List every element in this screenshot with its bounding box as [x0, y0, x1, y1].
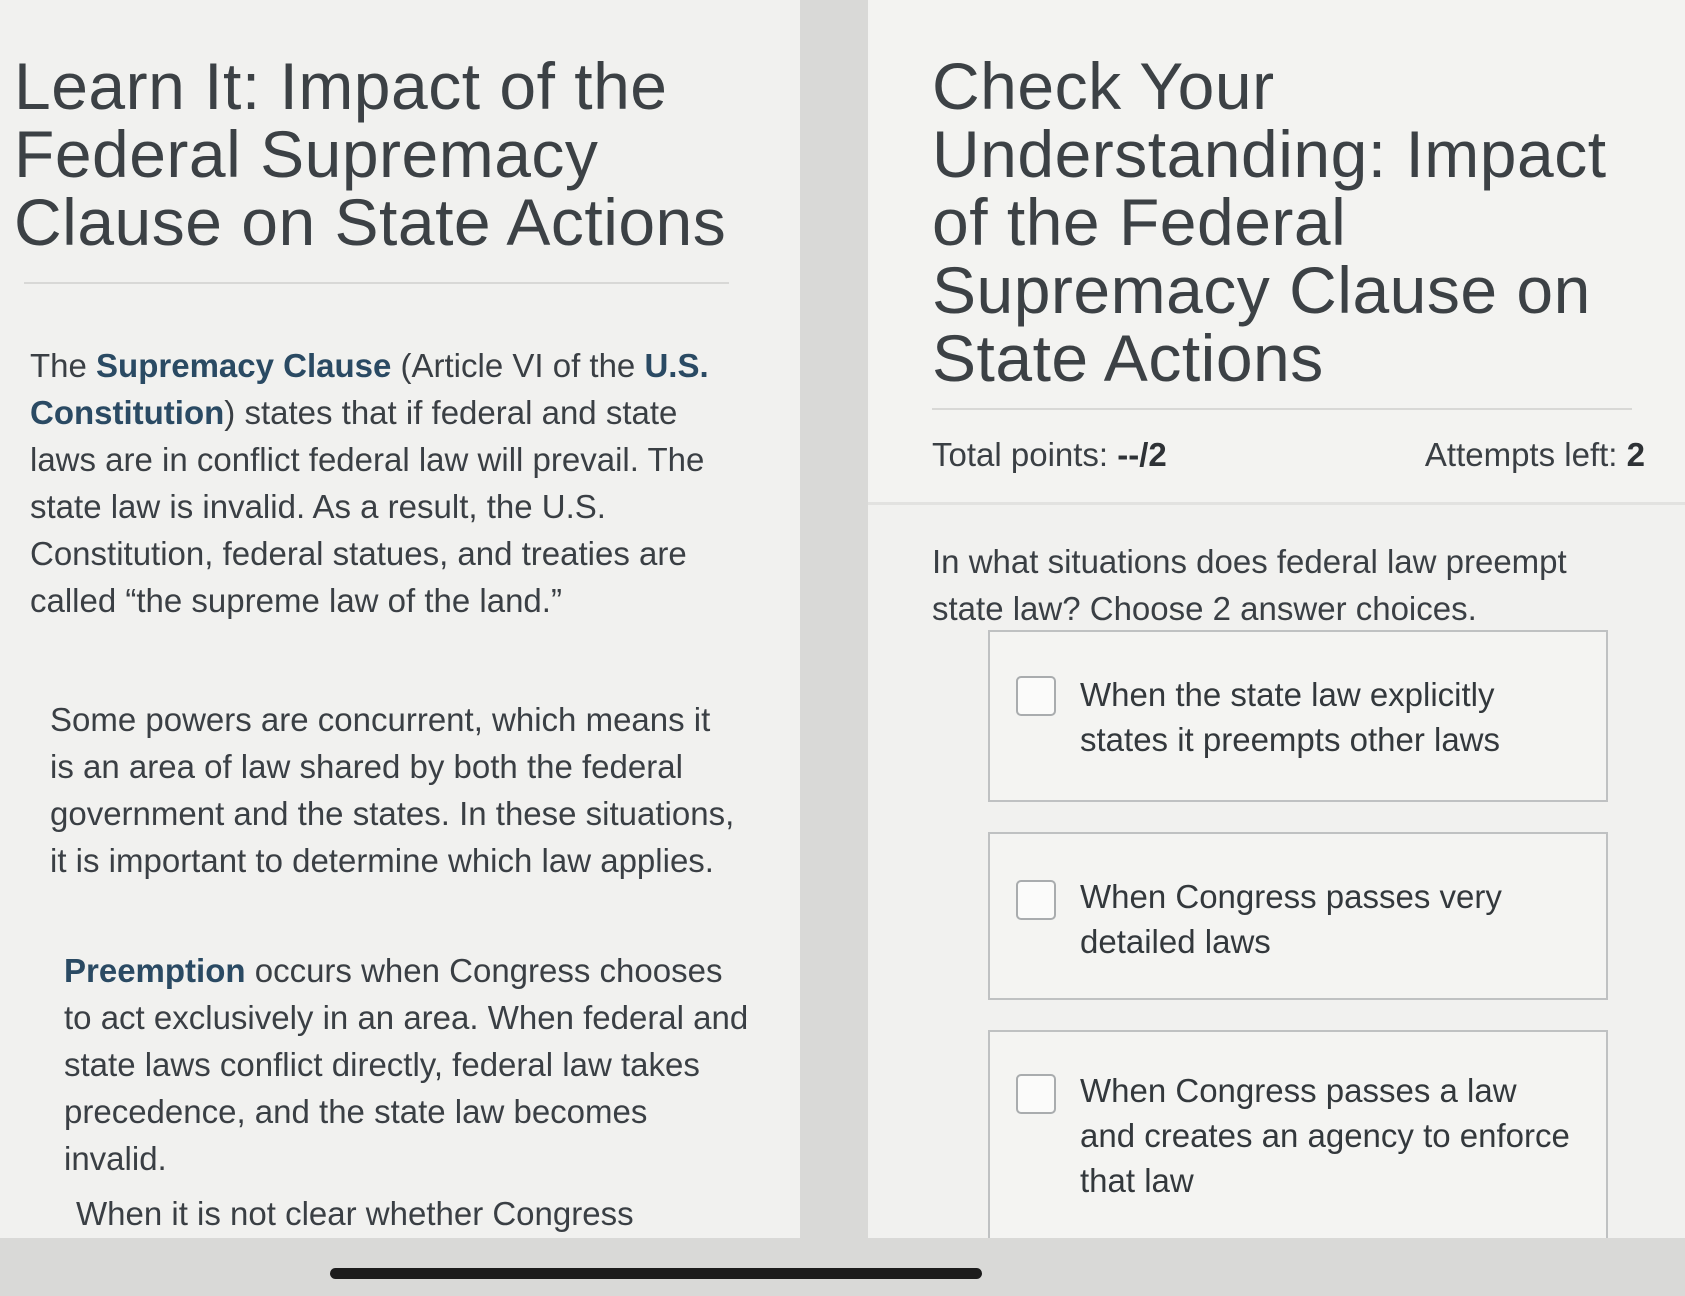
checkbox-icon[interactable] — [1016, 880, 1056, 920]
term-us-constitution: U.S. Constitution — [30, 347, 709, 431]
preemption-paragraph — [64, 947, 754, 1182]
answer-choice-3[interactable] — [988, 1030, 1608, 1238]
text-span: ) states that if federal and state laws are in conflict federal law will prevail. The state law is invalid. As a result, the U.S. Constitution, federal statues, and treaties are called “the supreme law of the land.” — [30, 394, 705, 619]
total-points-value: --/2 — [1117, 436, 1167, 473]
title-divider — [932, 408, 1632, 410]
text-span: occurs when Congress chooses to act exclusively in an area. When federal and state laws conflict directly, federal law takes precedence, and the state law becomes invalid. — [64, 952, 749, 1177]
learn-it-title: Learn It: Impact of the Federal Supremacy Clause on State Actions — [14, 49, 727, 259]
answer-choice-label: When Congress passes a law and creates an agency to enforce that law — [1080, 1072, 1570, 1199]
answer-choice-2[interactable] — [988, 832, 1608, 1000]
text-span: (Article VI of the — [391, 347, 645, 384]
answer-choice-1[interactable] — [988, 630, 1608, 802]
concurrent-powers-paragraph: Some powers are concurrent, which means it is an area of law shared by both the federal government and the states. In these situations, it is important to determine which law applies. — [50, 701, 735, 879]
attempts-label: Attempts left: — [1424, 436, 1627, 473]
truncated-paragraph: When it is not clear whether Congress — [76, 1195, 634, 1232]
attempts-value: 2 — [1626, 436, 1645, 473]
learn-it-panel — [0, 0, 800, 1238]
answer-choice-label: When Congress passes very detailed laws — [1080, 878, 1502, 960]
checkbox-icon[interactable] — [1016, 1074, 1056, 1114]
answer-choice-label: When the state law explicitly states it preempts other laws — [1080, 676, 1501, 758]
question-prompt: In what situations does federal law preempt state law? Choose 2 answer choices. — [932, 543, 1567, 627]
home-indicator-bar[interactable] — [330, 1268, 982, 1279]
attempts-left — [1425, 436, 1645, 474]
check-understanding-panel — [868, 0, 1685, 1238]
term-supremacy-clause: Supremacy Clause — [96, 347, 392, 384]
text-span: The — [30, 347, 97, 384]
checkbox-icon[interactable] — [1016, 676, 1056, 716]
title-divider — [24, 282, 729, 284]
total-points-label: Total points: — [932, 436, 1118, 473]
term-preemption: Preemption — [64, 952, 246, 989]
supremacy-clause-paragraph — [30, 342, 720, 624]
total-points — [932, 436, 1167, 474]
check-understanding-title: Check Your Understanding: Impact of the Federal Supremacy Clause on State Actions — [932, 49, 1607, 395]
